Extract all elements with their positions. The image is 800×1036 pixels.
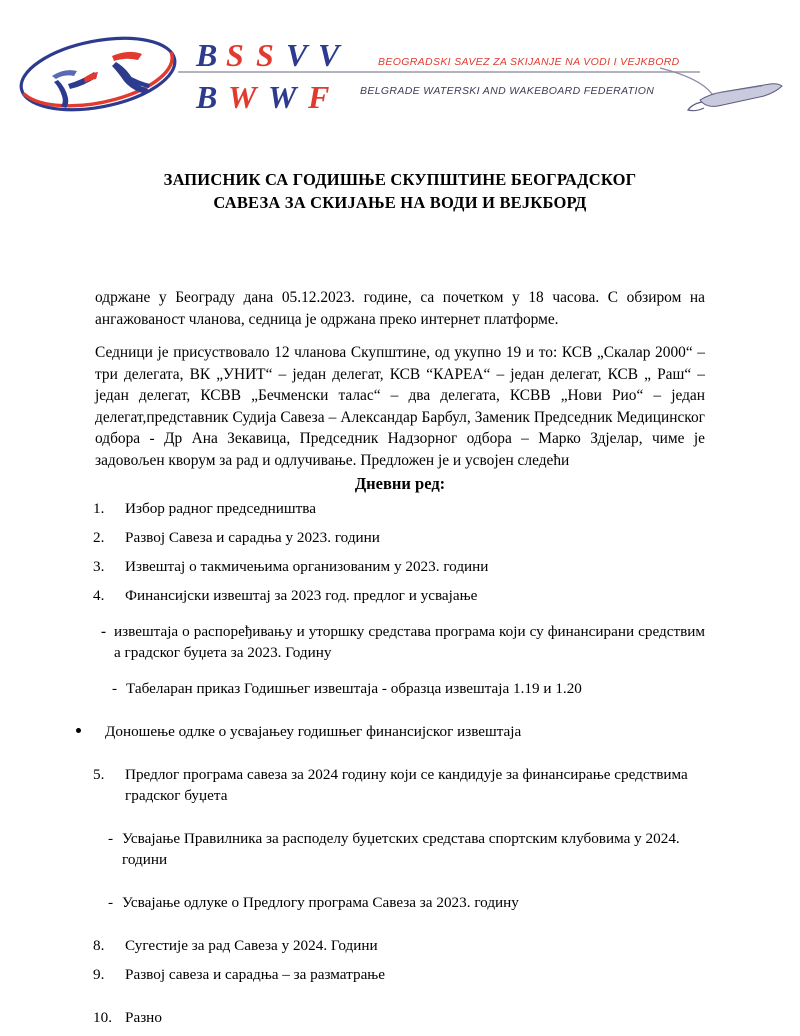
agenda-subitem-funds-report xyxy=(0,621,800,663)
logo-acronym-cyrillic xyxy=(195,37,344,73)
agenda-item-4 xyxy=(0,585,800,606)
logo-acronym-latin xyxy=(195,79,334,115)
agenda-item-8-marker: 8. xyxy=(93,937,105,954)
agenda-subitem-rulebook xyxy=(0,828,800,870)
bullet-point-icon xyxy=(76,721,96,742)
agenda-item-8 xyxy=(0,935,800,956)
agenda-item-4-marker: 4. xyxy=(93,587,105,604)
svg-text:V: V xyxy=(318,37,345,73)
agenda-item-8-label: Сугестије за рад Савеза у 2024. Години xyxy=(125,937,378,954)
spacer xyxy=(0,707,800,721)
agenda-item-3-label: Извештај о такмичењима организованим у 2023. години xyxy=(125,558,489,575)
agenda-list xyxy=(0,498,800,1036)
logo-tagline-english: BELGRADE WATERSKI AND WAKEBOARD FEDERATION xyxy=(360,85,655,97)
svg-text:W: W xyxy=(228,79,262,115)
agenda-item-9-marker: 9. xyxy=(93,966,105,983)
svg-text:B: B xyxy=(196,79,223,115)
letterhead-banner xyxy=(0,22,800,127)
agenda-subitem-table-view-marker: - xyxy=(112,680,118,697)
agenda-item-9-label: Развој савеза и сарадња – за разматрање xyxy=(125,966,386,983)
spacer xyxy=(0,878,800,892)
agenda-item-1 xyxy=(0,498,800,519)
svg-text:S: S xyxy=(256,37,279,73)
wake-bird-icon xyxy=(52,70,98,108)
waterskier-icon xyxy=(112,52,150,94)
agenda-item-3-marker: 3. xyxy=(93,558,105,575)
agenda-item-1-label: Избор радног председништва xyxy=(125,500,316,517)
agenda-subitem-table-view xyxy=(0,678,800,699)
agenda-item-10-label: Разно xyxy=(125,1009,162,1026)
agenda-item-10 xyxy=(0,1007,800,1028)
intro-paragraph: одржане у Београду дана 05.12.2023. године, са почетком у 18 часова. С обзиром на ангажованост чланова, седница је одржана преко интернет платформе. xyxy=(95,289,705,328)
svg-text:V: V xyxy=(286,37,313,73)
agenda-subitem-program-decision xyxy=(0,892,800,913)
agenda-item-5-label: Предлог програма савеза за 2024 годину који се кандидује за финансирање средствима градског буџета xyxy=(125,766,688,804)
agenda-bullet-adopt-report-label: Доношење одлке о усвајањеу годишњег финансијског извештаја xyxy=(105,723,522,740)
document-title-line-1: ЗАПИСНИК СА ГОДИШЊЕ СКУПШТИНЕ БЕОГРАДСКОГ xyxy=(163,170,637,189)
agenda-item-5-marker: 5. xyxy=(93,766,105,783)
spacer xyxy=(0,921,800,935)
agenda-subitem-rulebook-label: Усвајање Правилника за расподелу буџетских средстава спортским клубовима у 2024. години xyxy=(122,830,680,868)
agenda-item-4-label: Финансијски извештај за 2023 год. предлог и усвајање xyxy=(125,587,478,604)
spacer xyxy=(0,671,800,678)
document-title-line-2: САВЕЗА ЗА СКИЈАЊЕ НА ВОДИ И ВЕЈКБОРД xyxy=(213,193,587,212)
agenda-item-5 xyxy=(0,764,800,806)
agenda-item-2-label: Развој Савеза и сарадња у 2023. години xyxy=(125,529,380,546)
spacer xyxy=(0,750,800,764)
logo-oval-ring xyxy=(15,27,181,122)
agenda-subitem-table-view-label: Табеларан приказ Годишњег извештаја - образца извештаја 1.19 и 1.20 xyxy=(126,680,582,697)
agenda-heading: Дневни ред: xyxy=(354,474,446,493)
attendance-paragraph: Седници је присуствовало 12 чланова Скупштине, од укупно 19 и то: КСВ „Скалар 2000“ – три делегата, ВК „УНИТ“ – један делегат, КСВ “КАРЕА“ – један делегат, КСВ „ Раш“ – један делегат, КСВВ „Бечменски талас“ – два делегата, КСВВ „Нови Рио“ – један делегат,представник Судија Савеза – Александар Барбул, Заменик Председник Медицинског одбора - Др Ана Зекавица, Председник Надзорног одбора – Марко Здјелар, чиме је задовољен кворум за рад и одлучивање. Предложен је и усвојен следећи xyxy=(95,344,705,469)
agenda-subitem-rulebook-marker: - xyxy=(108,830,114,847)
agenda-item-2-marker: 2. xyxy=(93,529,105,546)
svg-text:W: W xyxy=(268,79,302,115)
spacer xyxy=(0,614,800,621)
agenda-item-9 xyxy=(0,964,800,985)
agenda-subitem-funds-report-marker: - xyxy=(101,623,107,640)
logo-tagline-cyrillic: BEOGRADSKI SAVEZ ZA SKIJANJE NA VODI I VEJKBORD xyxy=(378,56,680,68)
agenda-item-1-marker: 1. xyxy=(93,500,105,517)
wakeboard-swoosh-icon xyxy=(660,68,782,111)
spacer xyxy=(0,993,800,1007)
svg-text:F: F xyxy=(308,79,335,115)
agenda-subitem-program-decision-marker: - xyxy=(108,894,114,911)
agenda-item-10-marker: 10. xyxy=(93,1009,112,1026)
spacer xyxy=(0,814,800,828)
svg-text:B: B xyxy=(196,37,223,73)
agenda-subitem-funds-report-label: извештаја о распоређивању и уторшку средстава програма који су финансирани средствим а градског буџета за 2023. Годину xyxy=(114,623,705,661)
federation-logo xyxy=(0,22,800,127)
agenda-item-3 xyxy=(0,556,800,577)
svg-text:S: S xyxy=(226,37,249,73)
agenda-subitem-program-decision-label: Усвајање одлуке о Предлогу програма Савеза за 2023. годину xyxy=(122,894,519,911)
agenda-bullet-adopt-report xyxy=(0,721,800,742)
agenda-item-2 xyxy=(0,527,800,548)
document-title xyxy=(95,168,705,214)
